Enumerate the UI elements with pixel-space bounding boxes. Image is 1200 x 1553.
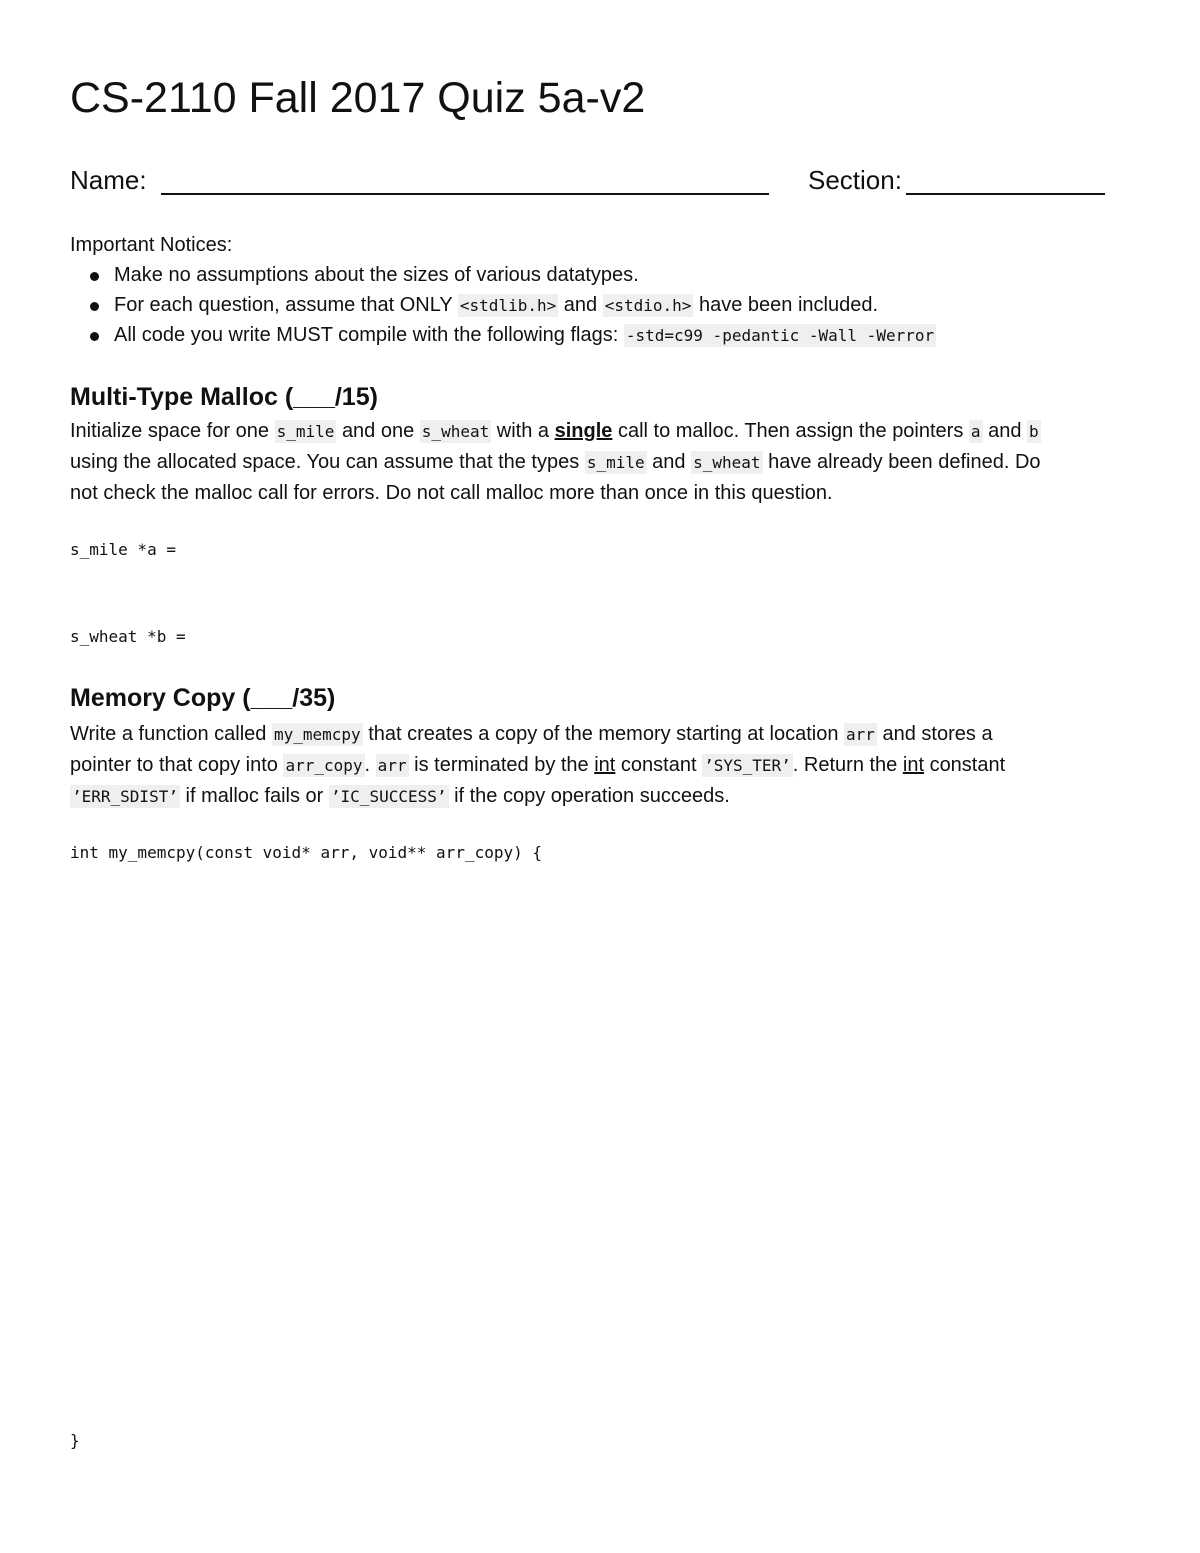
code-line-b: s_wheat *b =: [70, 627, 186, 646]
emphasis-single: single: [554, 420, 613, 442]
inline-code: <stdlib.h>: [459, 296, 557, 315]
bullet-icon: [90, 272, 99, 281]
inline-code: <stdio.h>: [604, 296, 692, 315]
closing-brace: }: [70, 1431, 80, 1450]
notices-list: [70, 262, 936, 352]
notices-heading: Important Notices:: [70, 234, 233, 256]
name-blank-line: [161, 193, 769, 195]
bullet-icon: [90, 302, 99, 311]
notice-item: All code you write MUST compile with the following flags: -std=c99 -pedantic -Wall -Werror: [70, 322, 936, 352]
page-title: CS-2110 Fall 2017 Quiz 5a-v2: [70, 74, 646, 122]
inline-code: -std=c99 -pedantic -Wall -Werror: [625, 326, 935, 345]
q1-instructions: Initialize space for one s_mile and one s_wheat with a single call to malloc. Then assign the pointers a and b using the allocated space. You can assume that the types s_mile and s_wheat have already been defined. Do not check the malloc call for errors. Do not call malloc more than once in this question.: [70, 420, 1041, 504]
name-section-row: [70, 165, 1110, 199]
function-signature: int my_memcpy(const void* arr, void** arr_copy) {: [70, 843, 543, 862]
q2-heading: Memory Copy (___/35): [70, 684, 336, 712]
section-label: Section:: [808, 165, 902, 195]
q2-instructions: Write a function called my_memcpy that creates a copy of the memory starting at location arr and stores a pointer to that copy into arr_copy . arr is terminated by the int constant ’SYS_TER’ . Return the int constant ’ERR_SDIST’ if malloc fails or ’IC_SUCCESS’ if the copy operation succeeds.: [70, 723, 1006, 807]
bullet-icon: [90, 332, 99, 341]
name-label: Name:: [70, 165, 147, 195]
q1-heading: Multi-Type Malloc (___/15): [70, 383, 378, 411]
notice-item: For each question, assume that ONLY <stdlib.h> and <stdio.h> have been included.: [70, 292, 936, 322]
notice-item: Make no assumptions about the sizes of various datatypes.: [70, 262, 936, 292]
code-line-a: s_mile *a =: [70, 540, 176, 559]
section-blank-line: [906, 193, 1105, 195]
